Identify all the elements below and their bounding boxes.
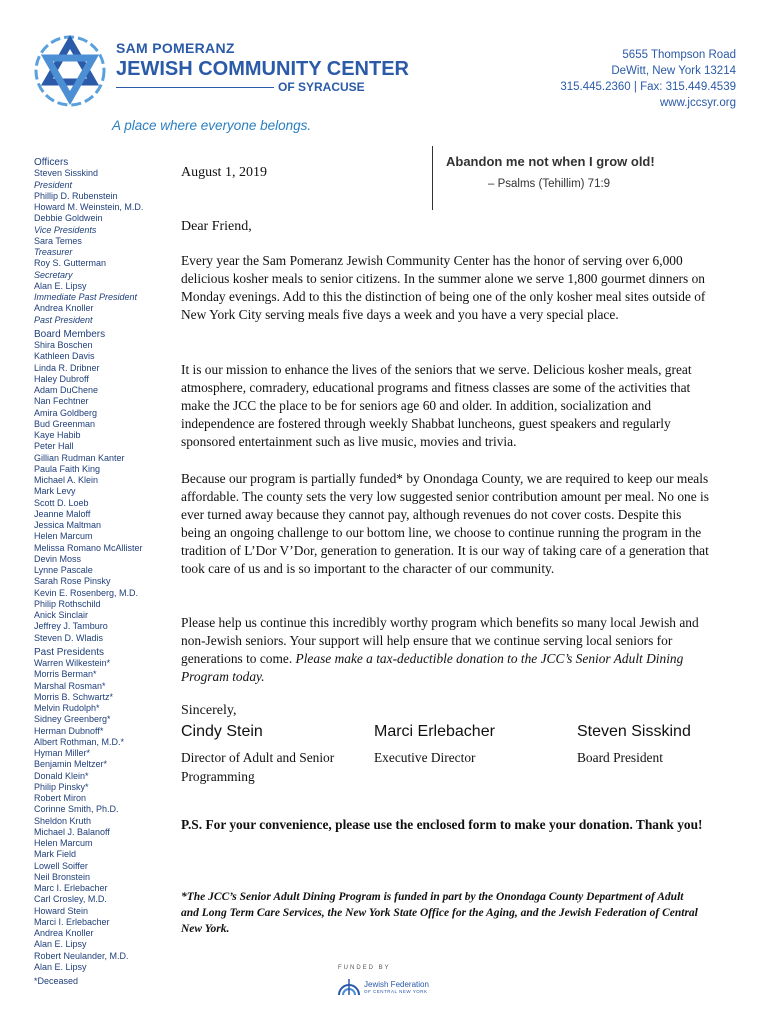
past-president: Lowell Soiffer [34, 860, 88, 871]
tagline: A place where everyone belongs. [112, 118, 312, 133]
past-president: Benjamin Meltzer* [34, 759, 108, 770]
federation-logo [336, 975, 362, 997]
board-member: Melissa Romano McAllister [34, 542, 143, 553]
board-member: Shira Boschen [34, 340, 93, 350]
board-member: Kathleen Davis [34, 351, 95, 362]
signer-title-3: Board President [577, 750, 663, 765]
board-heading: Board Members [34, 328, 106, 340]
board-member: Anick Sinclair [34, 610, 89, 620]
past-president: Robert Neulander, M.D. [34, 950, 129, 961]
officer-role: Vice Presidents [34, 224, 97, 235]
past-president: Melvin Rudolph* [34, 703, 100, 713]
signature-cindy-stein: Cindy Stein [181, 723, 263, 740]
board-member: Jeffrey J. Tamburo [34, 621, 108, 632]
federation-name: Jewish Federation [364, 980, 429, 989]
funded-by-label: FUNDED BY [338, 965, 391, 971]
board-member: Bud Greenman [34, 418, 96, 429]
epigraph-source: – Psalms (Tehillim) 71:9 [488, 178, 611, 190]
board-member: Kaye Habib [34, 430, 81, 440]
past-president: Michael J. Balanoff [34, 826, 110, 837]
past-president: Carl Crosley, M.D. [34, 894, 107, 905]
past-president: Philip Pinsky* [34, 781, 89, 792]
board-member: Lynne Pascale [34, 565, 93, 575]
signature-marci-erlebacher: Marci Erlebacher [374, 723, 495, 740]
board-member: Scott D. Loeb [34, 497, 89, 508]
board-member: Sarah Rose Pinsky [34, 576, 111, 587]
funding-footnote: *The JCC’s Senior Adult Dining Program is funded in part by the Onondaga County Department of Adult and Long Term Care Services, the New York State Office for the Aging, and the Jewish Federation of Central New York. [181, 891, 698, 935]
past-president: Albert Rothman, M.D.* [34, 736, 125, 747]
board-member: Devin Moss [34, 553, 82, 564]
donation-appeal: Please make a tax-deductible donation to the JCC’s Senior Adult Dining Program today. [181, 651, 684, 684]
past-president: Robert Miron [34, 793, 87, 803]
past-president: Sheldon Kruth [34, 815, 92, 826]
deceased-note: *Deceased [34, 976, 79, 986]
paragraph-2: It is our mission to enhance the lives of the seniors that we serve. Delicious kosher meals, great atmosphere, comradery, educational programs and fitness classes are some of the activities that make the JCC the place to be for seniors age 60 and older. In addition, socialization and independence are fostered through weekly Shabbat luncheons, guest speakers and regularly sponsored entertainment such as live music, movies and trivia. [181, 362, 692, 449]
past-president: Morris Berman* [34, 669, 97, 680]
federation-subname: OF CENTRAL NEW YORK [364, 989, 428, 994]
officer-name: Sara Temes [34, 235, 82, 246]
paragraph-4 [181, 614, 711, 686]
board-member: Nan Fechtner [34, 396, 89, 407]
board-member: Jeanne Maloff [34, 508, 91, 519]
officer-name: Andrea Knoller [34, 303, 94, 314]
paragraph-3: Because our program is partially funded* by Onondaga County, we are required to keep our meals affordable. The county sets the very low suggested senior contribution amount per meal. No one is ever turned away because they cannot pay, although revenues do not cover costs. Despite this being an ongoing challenge to our bottom line, we choose to continue running the program in the tradition of L’Dor V’Dor, generation to generation. It is our way of taking care of a generation that took care of us and is so important to the character of our community. [181, 471, 709, 576]
board-member: Mark Levy [34, 486, 76, 497]
address-city: DeWitt, New York 13214 [611, 65, 736, 77]
past-presidents-list [34, 658, 154, 973]
officers-heading: Officers [34, 157, 69, 168]
officer-role: Treasurer [34, 247, 73, 257]
phone-fax: 315.445.2360 | Fax: 315.449.4539 [560, 81, 736, 93]
past-president: Alan E. Lipsy [34, 961, 87, 972]
past-president: Marshal Rosman* [34, 680, 106, 691]
past-president: Herman Dubnoff* [34, 725, 104, 736]
officers-list [34, 168, 154, 326]
org-name-line1: SAM POMERANZ [116, 40, 235, 56]
officer-role: Secretary [34, 269, 73, 280]
past-president: Hyman Miller* [34, 748, 91, 758]
board-member: Jessica Maltman [34, 520, 102, 530]
officer-name: Debbie Goldwein [34, 213, 103, 224]
jcc-star-logo [30, 32, 110, 110]
board-member: Steven D. Wladis [34, 632, 104, 643]
sidebar-roster [34, 154, 154, 987]
signature-steven-sisskind: Steven Sisskind [577, 723, 691, 740]
board-member: Paula Faith King [34, 463, 101, 474]
board-member: Haley Dubroff [34, 373, 89, 384]
past-president: Morris B. Schwartz* [34, 691, 114, 702]
officer-role: President [34, 179, 73, 190]
contact-block [560, 47, 736, 111]
board-member: Amira Goldberg [34, 407, 98, 418]
org-divider [116, 87, 274, 88]
paragraph-4-text: Please help us continue this incredibly worthy program which benefits so many local Jewish and non-Jewish seniors. Your support will help ensure that we continue serving local seniors for generations to come. [181, 615, 699, 666]
past-president: Donald Klein* [34, 770, 89, 781]
board-member: Peter Hall [34, 441, 74, 452]
org-name-line2: JEWISH COMMUNITY CENTER [116, 58, 409, 80]
salutation: Dear Friend, [181, 219, 252, 234]
board-member: Michael A. Klein [34, 475, 99, 485]
past-president: Neil Bronstein [34, 871, 91, 882]
board-list [34, 340, 154, 644]
board-member: Philip Rothschild [34, 598, 101, 609]
address-street: 5655 Thompson Road [622, 49, 736, 61]
signer-title-2: Executive Director [374, 750, 476, 765]
past-president: Marc I. Erlebacher [34, 883, 108, 893]
board-member: Helen Marcum [34, 531, 93, 542]
website-link[interactable]: www.jccsyr.org [659, 97, 736, 109]
past-presidents-heading: Past Presidents [34, 646, 105, 658]
past-president: Howard Stein [34, 905, 89, 916]
closing: Sincerely, [181, 703, 237, 718]
past-president: Corinne Smith, Ph.D. [34, 804, 119, 815]
officer-name: Steven Sisskind [34, 168, 99, 179]
board-member: Adam DuChene [34, 385, 99, 395]
letter-date: August 1, 2019 [181, 165, 267, 180]
past-president: Helen Marcum [34, 838, 93, 848]
signer-title-1: Director of Adult and Senior Programming [181, 750, 335, 784]
past-president: Warren Wilkestein* [34, 658, 111, 668]
officer-name: Alan E. Lipsy [34, 280, 87, 291]
board-member: Kevin E. Rosenberg, M.D. [34, 587, 139, 598]
past-president: Sidney Greenberg* [34, 714, 111, 725]
past-president: Alan E. Lipsy [34, 939, 87, 950]
past-president: Mark Field [34, 849, 77, 860]
officer-role: Past President [34, 314, 93, 325]
past-president: Marci I. Erlebacher [34, 916, 110, 927]
org-name-line3: OF SYRACUSE [278, 80, 365, 94]
past-president: Andrea Knoller [34, 928, 94, 938]
officer-name: Roy S. Gutterman [34, 258, 107, 269]
paragraph-1: Every year the Sam Pomeranz Jewish Community Center has the honor of serving over 6,000 delicious kosher meals to senior citizens. In the summer alone we serve 1,800 gourmet dinners on Monday evenings. Add to this the distinction of being one of the only kosher meal sites outside of New York City serving meals five days a week and you have a very special place. [181, 253, 706, 322]
officer-name: Howard M. Weinstein, M.D. [34, 202, 144, 212]
board-member: Linda R. Dribner [34, 362, 100, 373]
board-member: Gillian Rudman Kanter [34, 452, 125, 463]
epigraph-bar [432, 146, 433, 210]
epigraph-quote: Abandon me not when I grow old! [446, 154, 655, 169]
officer-name: Phillip D. Rubenstein [34, 190, 118, 201]
postscript: P.S. For your convenience, please use the enclosed form to make your donation. Thank you! [181, 817, 703, 832]
officer-role: Immediate Past President [34, 292, 138, 302]
